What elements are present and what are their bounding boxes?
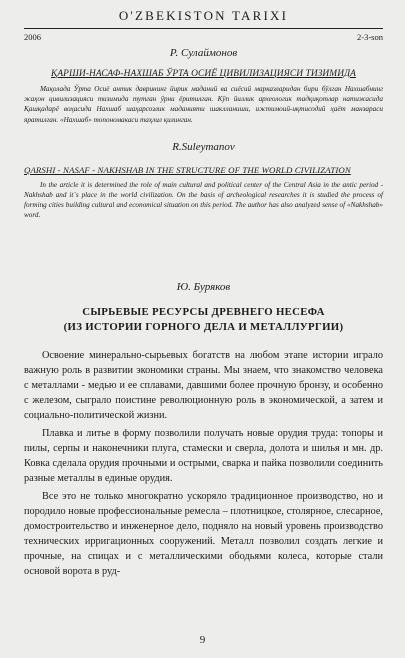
issue-number: 2-3-son (357, 32, 383, 42)
page-number: 9 (199, 634, 206, 646)
uz-article-author: Р. Сулаймонов (169, 47, 238, 59)
journal-title: O'ZBEKISTON TARIXI (118, 8, 289, 23)
ru-title-line-2: (ИЗ ИСТОРИИ ГОРНОГО ДЕЛА И МЕТАЛЛУРГИИ) (63, 320, 344, 333)
ru-article-author: Ю. Буряков (176, 280, 231, 293)
issue-year: 2006 (24, 32, 41, 42)
en-article-title: QARSHI - NASAF - NAKHSHAB IN THE STRUCTURE OF THE WORLD CIVILIZATION (24, 164, 351, 175)
header-rule (24, 28, 383, 29)
en-article-abstract: In the article it is determined the role of main cultural and political center of the Central Asia in the antic period - Nakhshab and it`s place in the world civilization. On the basis of archeological researches it is studied the process of forming cities building cultural and economical situation on this period. The author has also analyzed sense of «Nakhshab» word. (24, 180, 383, 220)
ru-article-title (24, 305, 383, 335)
issue-meta-row (24, 32, 383, 43)
uz-article-abstract: Мақолада Ўрта Осиё антик даврининг йирик маданий ва сиёсий марказларидан бири бўлган Нахшабнинг жаҳон цивилизацияси тизимида тутган ўрни ёритилган. Кўп йиллик археологик тадқиқотлар натижасида Қашқадарё воҳасида Нахшаб шаҳарсозлик маданияти шаклланиши, ижтимоий-иқтисодий ҳаёт манзараси яратилган. «Нахшаб» топономакаси таҳлил қилинган. (24, 85, 383, 124)
body-paragraph: Все это не только многократно ускоряло традиционное производство, но и породило новые профессиональные ремесла – плотницкое, столярное, слесарное, домостроительство и инженерное дело, подняло на новый уровень производство технических ирригационных сооружений. Металл позволил создать легкие и прочные, на спицах и с металлическими ободьями колеса, которые стали основой ворота в руд- (24, 490, 383, 577)
uz-article-title: ҚАРШИ-НАСАФ-НАХШАБ ЎРТА ОСИЁ ЦИВИЛИЗАЦИЯСИ ТИЗИМИДА (51, 69, 356, 79)
en-article-author: R.Suleymanov (172, 140, 235, 153)
body-paragraph: Плавка и литье в форму позволили получать новые орудия труда: топоры и пилы, серпы и наконечники плуга, стамески и сверла, долота и шилья и мн. др. Ковка сделала орудия прочными и острыми, сварка и пайка позволили соединить разные металлы в единые орудия. (24, 427, 383, 484)
ru-article-body (24, 348, 383, 579)
ru-title-line-1: СЫРЬЕВЫЕ РЕСУРСЫ ДРЕВНЕГО НЕСЕФА (82, 305, 325, 318)
body-paragraph: Освоение минерально-сырьевых богатств на любом этапе истории играло важную роль в развитии экономики страны. Мы знаем, что знакомство человека с металлами - медью и ее сплавами, давшими более прочную бронзу, и особенно с железом, сыграло поистине революционную роль в экономической, а затем и социально-политической жизни. (24, 349, 383, 421)
